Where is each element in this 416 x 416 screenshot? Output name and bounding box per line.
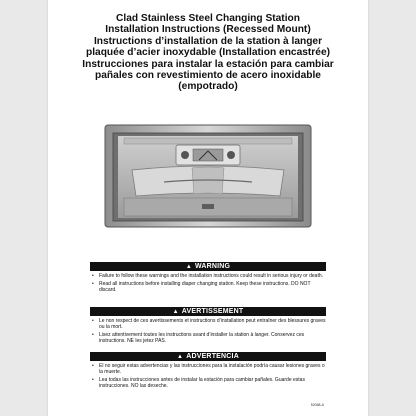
title-es-3: (empotrado) (178, 81, 238, 92)
warning-item: • Lisez attentivement toutes les instructions avant d’installer la station à langer. Conservez ces instructions. NE les jetez PAS. (99, 332, 326, 344)
warning-heading-en: WARNING (194, 263, 231, 270)
document-code: 52068-A (310, 403, 324, 407)
warning-header-en (90, 262, 326, 271)
warning-item: • Failure to follow these warnings and the installation instructions could result in serious injury or death. (99, 273, 326, 279)
title-es-1: Instrucciones para instalar la estación para cambiar (82, 59, 334, 70)
warning-item: • Lea todas las instrucciones antes de instalar la estación para cambiar pañales. Guarde estas instrucciones. NO las deseche. (99, 377, 326, 389)
warning-item: • Le non respect de ces avertissements et instructions d’installation peut entraîner des blessures graves ou la mort. (99, 318, 326, 330)
warning-block-en (90, 262, 326, 295)
warning-list-fr (90, 318, 326, 344)
warning-heading-es: ADVERTENCIA (186, 353, 239, 360)
warning-triangle-icon: ▲ (177, 354, 184, 360)
warning-list-es (90, 363, 326, 389)
title-es-2: pañales con revestimiento de acero inoxidable (95, 70, 321, 81)
warning-header-fr (90, 307, 326, 316)
warning-block-es (90, 352, 326, 391)
warning-header-es (90, 352, 326, 361)
warning-triangle-icon: ▲ (172, 309, 179, 315)
warning-heading-fr: AVERTISSEMENT (181, 308, 244, 315)
title-fr-2: plaquée d’acier inoxydable (Installation encastrée) (85, 47, 330, 58)
warning-triangle-icon: ▲ (185, 264, 192, 270)
warning-block-fr (90, 307, 326, 346)
changing-station-drawing (104, 124, 312, 228)
instruction-sheet (48, 0, 368, 416)
title-en-2: Installation Instructions (Recessed Mount) (105, 24, 311, 35)
title-block (48, 13, 368, 92)
title-fr-1: Instructions d’installation de la station à langer (93, 36, 323, 47)
warning-item: • Read all instructions before installing diaper changing station. Keep these instructions. DO NOT discard. (99, 281, 326, 293)
warning-item: • El no seguir estas advertencias y las instrucciones para la instalación podría causar lesiones graves o la muerte. (99, 363, 326, 375)
title-en-1: Clad Stainless Steel Changing Station (116, 13, 300, 24)
changing-station-illustration (104, 124, 312, 228)
warning-list-en (90, 273, 326, 293)
